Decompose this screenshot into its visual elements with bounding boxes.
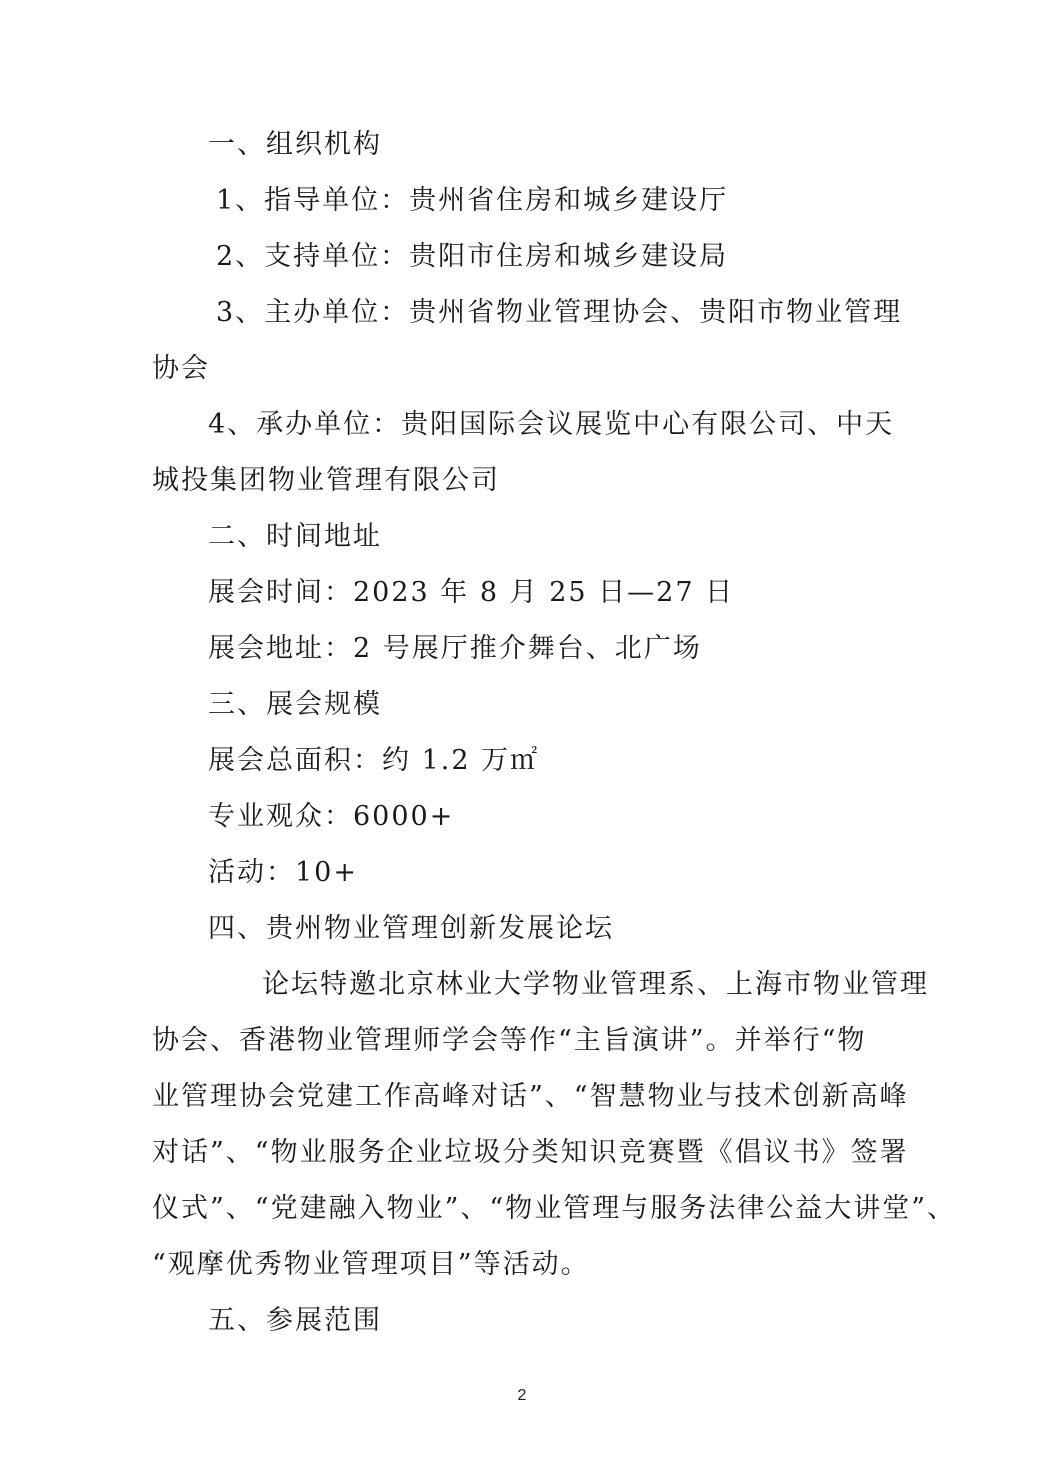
- section-heading-forum: 四、贵州物业管理创新发展论坛: [208, 913, 614, 944]
- activities-count: 活动：10+: [208, 857, 358, 888]
- host-unit-line2: 协会: [152, 353, 210, 384]
- support-unit: 2、支持单位：贵阳市住房和城乡建设局: [216, 241, 729, 272]
- host-unit-line1: 3、主办单位：贵州省物业管理协会、贵阳市物业管理: [216, 297, 903, 328]
- forum-paragraph-line6: “观摩优秀物业管理项目”等活动。: [152, 1249, 590, 1280]
- page-number: 2: [517, 1387, 527, 1404]
- section-heading-organization: 一、组织机构: [208, 129, 382, 160]
- section-heading-scale: 三、展会规模: [208, 689, 382, 720]
- forum-paragraph-line3: 业管理协会党建工作高峰对话”、“智慧物业与技术创新高峰: [152, 1081, 909, 1112]
- expo-area: 展会总面积：约 1.2 万㎡: [208, 745, 540, 776]
- organizer-unit-line2: 城投集团物业管理有限公司: [152, 465, 500, 496]
- expo-address: 展会地址：2 号展厅推介舞台、北广场: [208, 633, 702, 664]
- section-heading-exhibition-scope: 五、参展范围: [208, 1305, 382, 1336]
- organizer-unit-line1: 4、承办单位：贵阳国际会议展览中心有限公司、中天: [208, 409, 895, 440]
- forum-paragraph-line1: 论坛特邀北京林业大学物业管理系、上海市物业管理: [262, 969, 929, 1000]
- section-heading-time-address: 二、时间地址: [208, 521, 382, 552]
- forum-paragraph-line2: 协会、香港物业管理师学会等作“主旨演讲”。并举行“物: [152, 1025, 867, 1056]
- forum-paragraph-line5: 仪式”、“党建融入物业”、“物业管理与服务法律公益大讲堂”、: [152, 1193, 957, 1224]
- professional-audience: 专业观众：6000+: [208, 801, 455, 832]
- guidance-unit: 1、指导单位：贵州省住房和城乡建设厅: [216, 185, 729, 216]
- forum-paragraph-line4: 对话”、“物业服务企业垃圾分类知识竞赛暨《倡议书》签署: [152, 1137, 909, 1168]
- expo-time: 展会时间：2023 年 8 月 25 日—27 日: [208, 577, 735, 608]
